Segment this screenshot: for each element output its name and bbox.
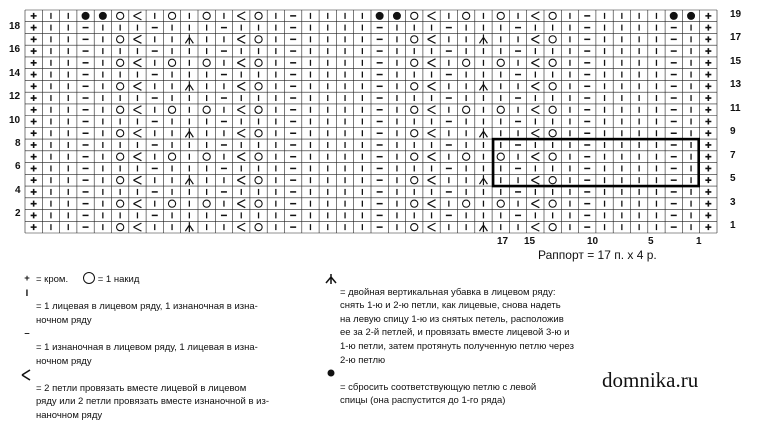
circle-icon [411,224,418,231]
double-decrease-icon [479,34,487,44]
circle-icon [411,106,418,113]
circle-icon [168,59,175,66]
plus-icon [705,201,711,207]
plus-icon [705,48,711,54]
k2tog-icon [133,153,141,161]
plus-icon [31,83,37,89]
row-number-right: 1 [730,220,736,232]
circle-icon [549,200,556,207]
double-decrease-icon [324,272,338,285]
row-number-right: 19 [730,8,742,20]
double-decrease-icon [479,222,487,232]
plus-icon [31,107,37,113]
circle-icon [168,153,175,160]
k2tog-icon [428,82,436,90]
circle-icon [549,83,556,90]
circle-icon [411,59,418,66]
k2tog-icon [133,200,141,208]
legend-item-kromka: + = кром. = 1 накид [18,272,308,287]
bottom-number: 5 [648,236,654,247]
double-decrease-icon [185,34,193,44]
circle-icon [168,106,175,113]
circle-icon [203,59,210,66]
circle-icon [117,36,124,43]
k2tog-icon [237,59,245,67]
k2tog-icon [531,176,539,184]
row-number-left: 2 [15,208,21,220]
plus-icon [705,177,711,183]
circle-icon [255,130,262,137]
circle-icon [117,59,124,66]
k2tog-icon [428,200,436,208]
circle-icon [255,36,262,43]
circle-icon [203,12,210,19]
plus-icon [31,154,37,160]
plus-icon [705,224,711,230]
plus-icon [705,154,711,160]
k2tog-icon [133,223,141,231]
k2tog-icon [428,12,436,20]
plus-icon [31,13,37,19]
k2tog-icon [237,129,245,137]
dot-icon [99,12,107,20]
k2tog-icon [133,35,141,43]
double-decrease-icon [185,222,193,232]
circle-icon [203,153,210,160]
circle-icon [411,83,418,90]
plus-icon [31,224,37,230]
k2tog-icon [531,12,539,20]
circle-icon [497,200,504,207]
legend-item-dec3: = двойная вертикальная убавка в лицевом ряду: снять 1-ю и 2-ю петли, как лицевые, снова надеть на левую спицу 1-ю из снятых петель, расположив ее за 2-й петлей, и провязать вместе лицевой 3-ю и 1-ю петли, затем протянуть полученную петлю через 2-ю петлю [322,272,622,367]
plus-icon [705,25,711,31]
knit-bar-icon: I [25,287,29,299]
circle-icon [549,224,556,231]
double-decrease-icon [479,175,487,185]
row-number-left: 16 [9,44,21,56]
circle-icon [255,12,262,19]
circle-icon [549,12,556,19]
plus-icon [31,48,37,54]
plus-icon [705,60,711,66]
circle-icon [497,59,504,66]
row-number-left: 10 [9,114,21,126]
plus-icon [705,212,711,218]
circle-icon [497,153,504,160]
circle-icon [255,177,262,184]
dot-icon [376,12,384,20]
k2tog-icon [428,106,436,114]
circle-icon [411,177,418,184]
circle-icon [463,59,470,66]
k2tog-icon [428,223,436,231]
plus-icon [31,177,37,183]
circle-icon [255,83,262,90]
circle-icon [411,130,418,137]
plus-icon [705,142,711,148]
k2tog-icon [133,59,141,67]
plus-icon [31,165,37,171]
plus-icon [31,142,37,148]
circle-icon [117,224,124,231]
double-decrease-icon [185,175,193,185]
plus-icon [31,25,37,31]
plus-icon [705,165,711,171]
circle-icon [463,200,470,207]
double-decrease-icon [185,128,193,138]
row-number-left: 4 [15,184,21,196]
plus-icon: + [24,273,30,284]
k2tog-icon [531,153,539,161]
rapport-text: Раппорт = 17 п. х 4 р. [538,248,657,262]
dot-icon [82,12,90,20]
circle-icon [549,177,556,184]
plus-icon [705,189,711,195]
circle-icon [411,12,418,19]
circle-icon [463,12,470,19]
bottom-number: 1 [696,236,702,247]
dot-icon [670,12,678,20]
k2tog-icon [237,176,245,184]
circle-icon [255,200,262,207]
circle-icon [411,200,418,207]
k2tog-icon [428,59,436,67]
circle-icon [117,130,124,137]
circle-icon [411,153,418,160]
legend-right [322,272,622,408]
circle-icon [168,12,175,19]
watermark: domnika.ru [602,368,699,392]
plus-icon [705,119,711,125]
row-number-right: 17 [730,32,742,44]
k2tog-icon [237,223,245,231]
circle-icon [497,12,504,19]
circle-icon [549,36,556,43]
plus-icon [31,95,37,101]
k2tog-icon [531,129,539,137]
k2tog-icon [531,59,539,67]
circle-icon [203,106,210,113]
legend-item-knit: I = 1 лицевая в лицевом ряду, 1 изнаночная в изна- ночном ряду [18,287,308,328]
plus-icon [705,36,711,42]
row-number-left: 6 [15,161,21,173]
plus-icon [31,189,37,195]
row-number-left: 12 [9,91,21,103]
bottom-number: 17 [497,236,509,247]
circle-icon [168,200,175,207]
dot-icon [324,367,338,380]
circle-icon [549,153,556,160]
circle-icon [549,130,556,137]
circle-icon [497,106,504,113]
k2tog-icon [237,106,245,114]
circle-icon [83,272,95,284]
circle-icon [463,106,470,113]
bottom-number: 15 [524,236,536,247]
plus-icon [31,119,37,125]
k2tog-icon [237,12,245,20]
row-number-right: 11 [730,102,741,114]
plus-icon [705,95,711,101]
k2tog-icon [531,223,539,231]
plus-icon [705,130,711,136]
circle-icon [255,106,262,113]
dot-icon [687,12,695,20]
circle-icon [549,59,556,66]
circle-icon [117,83,124,90]
circle-icon [549,106,556,113]
plus-icon [705,107,711,113]
k2tog-icon [133,129,141,137]
k2tog-icon [237,200,245,208]
row-number-right: 13 [730,79,742,91]
circle-icon [463,153,470,160]
k2tog-icon [133,176,141,184]
double-decrease-icon [479,128,487,138]
row-number-right: 9 [730,126,736,138]
legend-item-purl: – = 1 изнаночная в лицевом ряду, 1 лицевая в изна- ночном ряду [18,327,308,368]
row-number-left: 18 [9,20,21,32]
purl-dash-icon: – [24,328,30,340]
k2tog-icon [531,106,539,114]
k2tog-icon [237,153,245,161]
k2tog-icon [237,35,245,43]
k2tog-icon [237,82,245,90]
k2tog-icon [428,153,436,161]
k2tog-icon [20,368,34,381]
circle-icon [203,200,210,207]
plus-icon [31,201,37,207]
plus-icon [705,72,711,78]
k2tog-icon [133,82,141,90]
row-number-right: 7 [730,149,736,161]
k2tog-icon [428,129,436,137]
circle-icon [117,177,124,184]
legend-item-drop: = сбросить соответствующую петлю с левой спицы (она распустится до 1-го ряда) [322,367,622,408]
row-number-left: 8 [15,137,21,149]
row-number-right: 3 [730,196,736,208]
circle-icon [255,224,262,231]
double-decrease-icon [479,81,487,91]
plus-icon [31,36,37,42]
legend-item-k2tog: = 2 петли провязать вместе лицевой в лицевом ряду или 2 петли провязать вместе изнаночной в из- наночном ряду [18,368,308,422]
plus-icon [705,13,711,19]
row-number-left: 14 [9,67,21,79]
k2tog-icon [428,35,436,43]
k2tog-icon [133,12,141,20]
row-number-right: 15 [730,55,742,67]
circle-icon [255,59,262,66]
plus-icon [31,72,37,78]
circle-icon [117,12,124,19]
plus-icon [705,83,711,89]
circle-icon [255,153,262,160]
circle-icon [117,153,124,160]
k2tog-icon [531,35,539,43]
double-decrease-icon [185,81,193,91]
plus-icon [31,130,37,136]
circle-icon [117,200,124,207]
circle-icon [411,36,418,43]
plus-icon [31,212,37,218]
circle-icon [117,106,124,113]
k2tog-icon [428,176,436,184]
k2tog-icon [531,200,539,208]
bottom-number: 10 [587,236,599,247]
k2tog-icon [531,82,539,90]
plus-icon [31,60,37,66]
row-number-right: 5 [730,173,736,185]
k2tog-icon [133,106,141,114]
dot-icon [393,12,401,20]
